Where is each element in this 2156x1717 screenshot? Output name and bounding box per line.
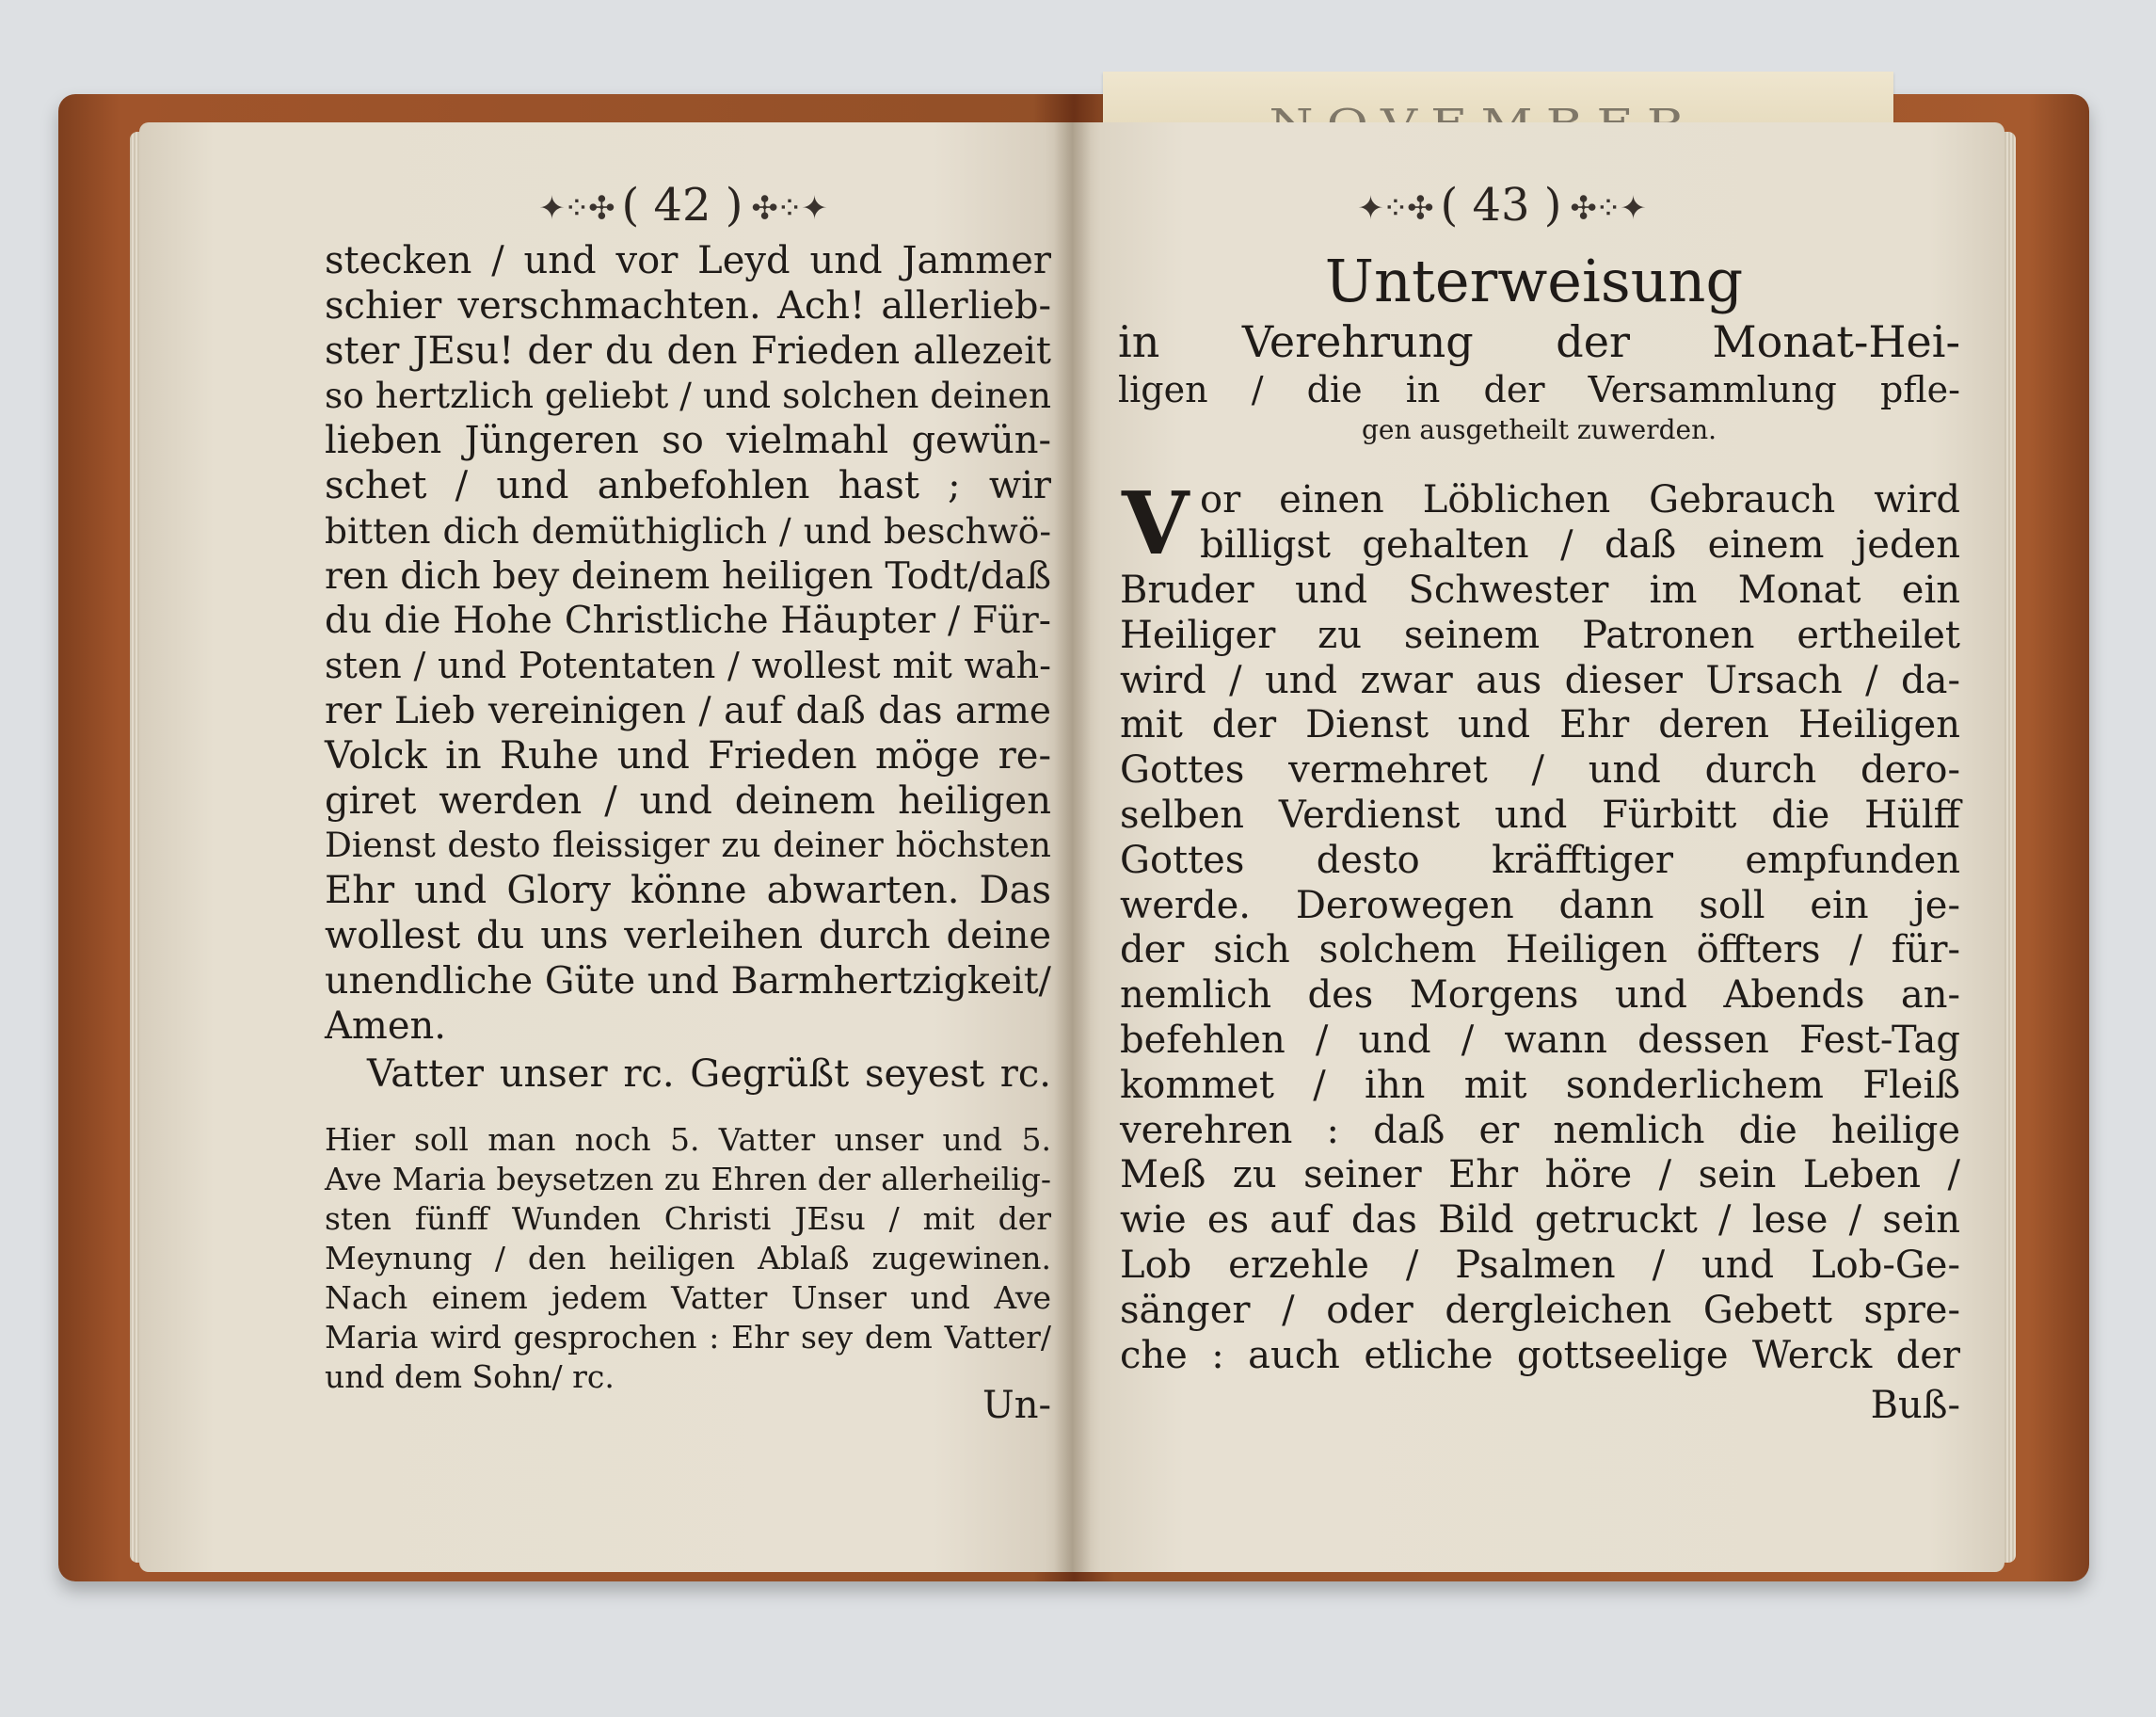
text-line: Ave Maria beysetzen zu Ehren der allerheilig- [325, 1161, 1051, 1197]
subtitle-line: ligen / die in der Versammlung pfle- [1118, 369, 1960, 410]
text-line: Lob erzehle / Psalmen / und Lob-Ge- [1120, 1243, 1960, 1287]
text-line: Bruder und Schwester im Monat ein [1120, 569, 1960, 612]
catchword-left: Un- [982, 1384, 1051, 1427]
text-line: sten / und Potentaten / wollest mit wah- [325, 645, 1051, 687]
text-line: Amen. [325, 1003, 446, 1048]
catchword-right: Buß- [1870, 1384, 1960, 1427]
text-line: Meynung / den heiligen Ablaß zugewinen. [325, 1240, 1051, 1276]
text-line: kommet / ihn mit sonderlichem Fleiß [1120, 1063, 1960, 1107]
text-line: or einen Löblichen Gebrauch wird [1200, 478, 1960, 522]
text-line: verehren : daß er nemlich die heilige [1120, 1108, 1960, 1152]
text-line: Gottes vermehret / und durch dero- [1120, 748, 1960, 793]
ornament-left-icon: ✦⁘✣ [1357, 189, 1441, 228]
text-line: selben Verdienst und Fürbitt die Hülff [1120, 793, 1960, 837]
text-line: Hier soll man noch 5. Vatter unser und 5. [325, 1121, 1051, 1158]
left-prayer-line [367, 1052, 1051, 1098]
text-line: schier verschmachten. Ach! allerlieb- [325, 283, 1051, 328]
ornament-right-icon: ✣⁘✦ [1561, 189, 1645, 228]
left-small-text [325, 1120, 1051, 1397]
drop-cap: V [1122, 473, 1190, 574]
text-line: wird / und zwar aus dieser Ursach / da- [1120, 658, 1960, 702]
text-line: wie es auf das Bild getruckt / lese / sein [1120, 1198, 1960, 1243]
subtitle-line: gen ausgetheilt zuwerden. [1361, 414, 1717, 445]
text-line: befehlen / und / wann dessen Fest-Tag [1120, 1018, 1960, 1062]
text-line: Volck in Ruhe und Frieden möge re- [325, 733, 1051, 778]
left-page-number: ✦⁘✣ ( 42 ) ✣⁘✦ [538, 179, 826, 232]
text-line: so hertzlich geliebt / und solchen deinen [325, 375, 1051, 417]
right-catchword [1845, 1384, 1960, 1429]
prayer-line: Vatter unser rc. Gegrüßt seyest rc. [367, 1052, 1051, 1096]
text-line: rer Lieb vereinigen / auf daß das arme [325, 689, 1051, 732]
text-line: und dem Sohn/ rc. [325, 1358, 615, 1395]
ornament-left-icon: ✦⁘✣ [538, 189, 622, 228]
text-line: sänger / oder dergleichen Gebett spre- [1120, 1288, 1960, 1332]
text-line: unendliche Güte und Barmhertzigkeit/ [325, 958, 1051, 1003]
text-line: nemlich des Morgens und Abends an- [1120, 973, 1960, 1018]
text-line: bitten dich demüthiglich / und beschwö- [325, 509, 1051, 552]
text-line: sten fünff Wunden Christi JEsu / mit der [325, 1200, 1051, 1237]
text-line: lieben Jüngeren so vielmahl gewün- [325, 419, 1051, 463]
text-line: giret werden / und deinem heiligen [325, 778, 1051, 823]
text-line: Dienst desto fleissiger zu deiner höchsten [325, 826, 1051, 866]
right-first-lines [1200, 478, 1960, 569]
left-main-text [325, 239, 1051, 1049]
right-body-text [1120, 569, 1960, 1378]
text-line: che : auch etliche gottseelige Werck der [1120, 1333, 1960, 1377]
left-catchword [950, 1384, 1051, 1429]
text-line: Nach einem jedem Vatter Unser und Ave [325, 1279, 1051, 1316]
text-line: der sich solchem Heiligen öffters / für- [1120, 928, 1960, 972]
text-line: schet / und anbefohlen hast ; wir [325, 463, 1051, 507]
section-title: Unterweisung [1324, 247, 1744, 315]
text-line: wollest du uns verleihen durch deine [325, 913, 1051, 957]
text-line: Heiliger zu seinem Patronen ertheilet [1120, 613, 1960, 657]
text-line: Maria wird gesprochen : Ehr sey dem Vatter/ [325, 1319, 1051, 1356]
section-subtitle [1118, 315, 1960, 449]
text-line: ster JEsu! der du den Frieden allezeit [325, 329, 1051, 373]
text-line: Ehr und Glory könne abwarten. Das [325, 869, 1051, 913]
gutter-shadow [1054, 122, 1092, 1572]
text-line: du die Hohe Christliche Häupter / Für- [325, 600, 1051, 643]
right-page-number: ✦⁘✣ ( 43 ) ✣⁘✦ [1357, 179, 1645, 232]
text-line: mit der Dienst und Ehr deren Heiligen [1120, 703, 1960, 747]
text-line: stecken / und vor Leyd und Jammer [325, 239, 1051, 282]
text-line: billigst gehalten / daß einem jeden [1200, 522, 1960, 567]
text-line: Gottes desto kräfftiger empfunden [1120, 838, 1960, 882]
text-line: Meß zu seiner Ehr höre / sein Leben / [1120, 1153, 1960, 1197]
text-line: werde. Derowegen dann soll ein je- [1120, 883, 1960, 927]
ornament-right-icon: ✣⁘✦ [743, 189, 826, 228]
subtitle-line: in Verehrung der Monat-Hei- [1118, 316, 1960, 367]
text-line: ren dich bey deinem heiligen Todt/daß [325, 554, 1052, 598]
